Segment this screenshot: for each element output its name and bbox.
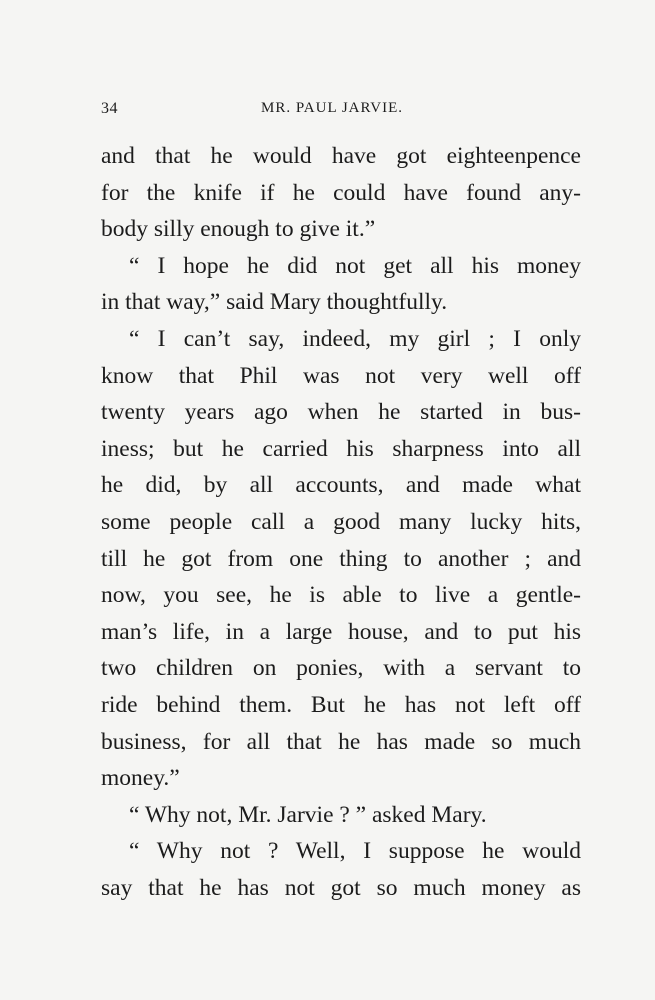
- text-line: body silly enough to give it.”: [101, 216, 376, 243]
- text-line: “ Why not, Mr. Jarvie ? ” asked Mary.: [129, 801, 487, 828]
- text-line: “ I hope he did not get all his money: [129, 252, 581, 279]
- text-line: iness; but he carried his sharpness into all: [101, 435, 581, 462]
- text-line: some people call a good many lucky hits,: [101, 508, 581, 535]
- text-line: for the knife if he could have found any-: [101, 179, 581, 206]
- text-line: know that Phil was not very well off: [101, 362, 581, 389]
- text-line: money.”: [101, 765, 180, 792]
- text-line: business, for all that he has made so much: [101, 728, 581, 755]
- text-line: “ I can’t say, indeed, my girl ; I only: [129, 325, 581, 352]
- text-line: he did, by all accounts, and made what: [101, 472, 581, 499]
- text-line: “ Why not ? Well, I suppose he would: [129, 838, 581, 865]
- text-line: in that way,” said Mary thoughtfully.: [101, 289, 448, 316]
- text-line: man’s life, in a large house, and to put his: [101, 618, 581, 645]
- text-line: till he got from one thing to another ; and: [101, 545, 581, 572]
- text-line: ride behind them. But he has not left off: [101, 691, 581, 718]
- text-line: say that he has not got so much money as: [101, 874, 581, 901]
- text-line: twenty years ago when he started in bus-: [101, 399, 581, 426]
- body-text: [101, 138, 581, 906]
- text-line: now, you see, he is able to live a gentle-: [101, 582, 581, 609]
- page-number: 34: [101, 100, 118, 117]
- text-line: two children on ponies, with a servant to: [101, 655, 581, 682]
- running-title: MR. PAUL JARVIE.: [261, 100, 404, 116]
- running-head: [101, 100, 581, 124]
- text-line: and that he would have got eighteenpence: [101, 143, 581, 169]
